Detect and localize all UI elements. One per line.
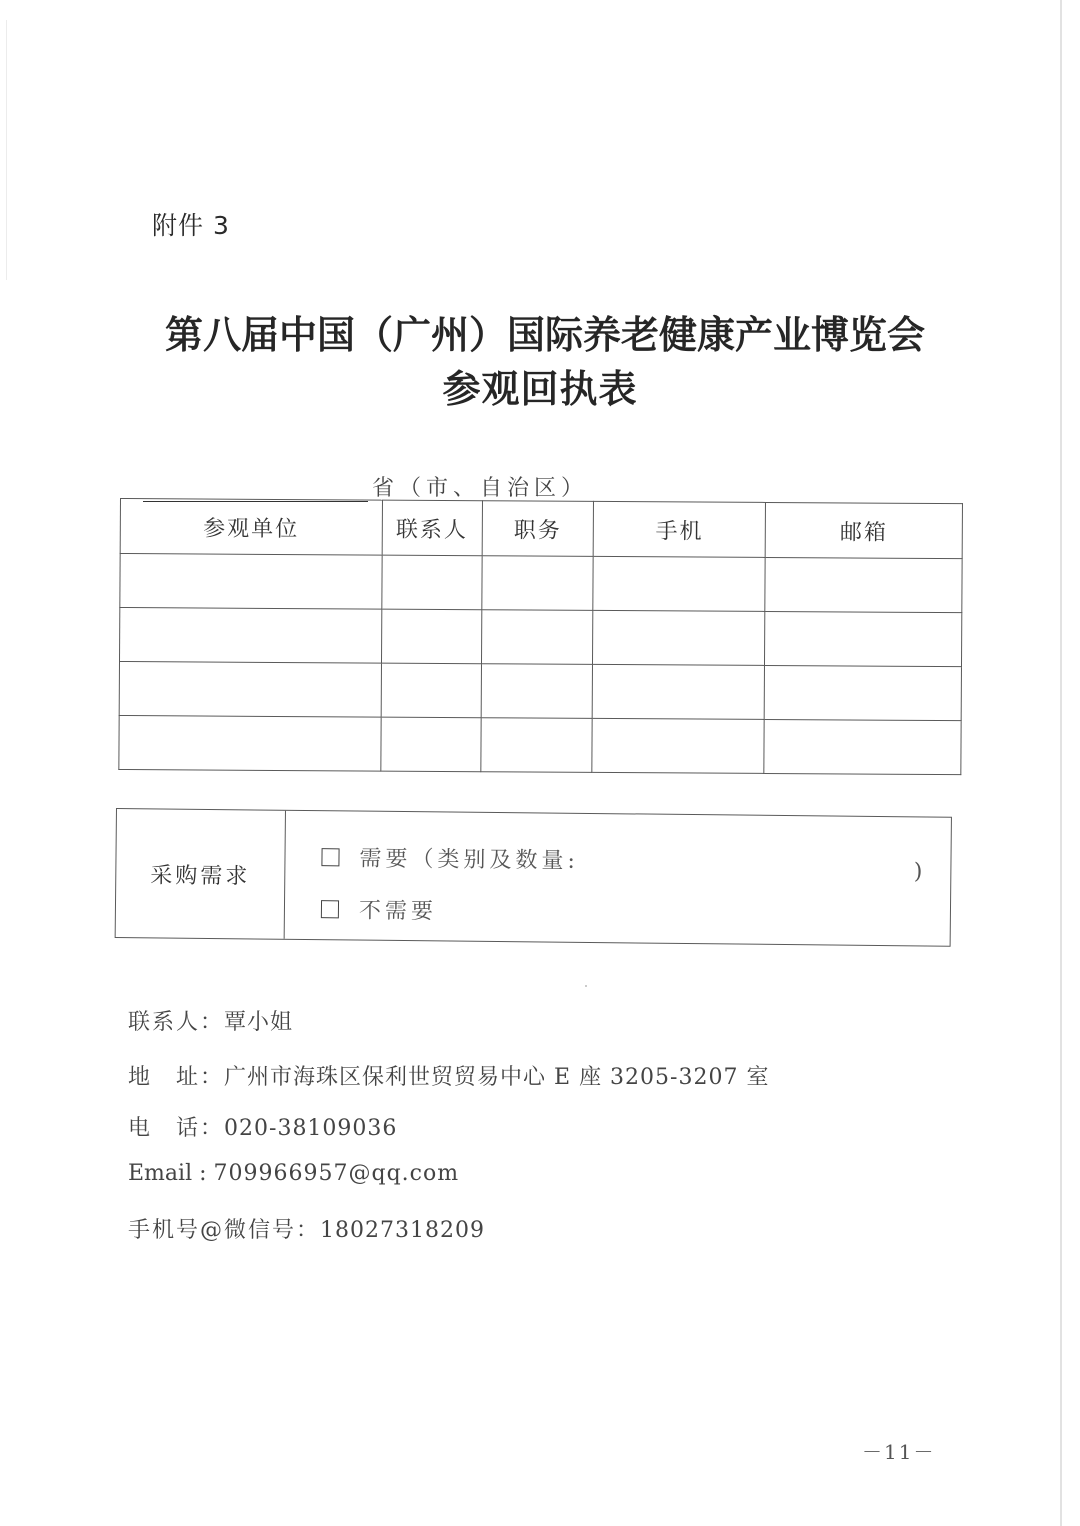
- table-row: [120, 608, 962, 667]
- scan-edge-right: [1060, 0, 1062, 1526]
- table-cell[interactable]: [764, 665, 961, 720]
- table-cell[interactable]: [120, 608, 382, 664]
- purchase-needs-label: 采购需求: [116, 809, 286, 939]
- visitor-table: [118, 498, 963, 775]
- table-cell[interactable]: [593, 664, 765, 719]
- contact-address-label: 地 址：: [128, 1065, 225, 1090]
- option-no-need-label: 不需要: [358, 898, 438, 925]
- page-number: －11－: [862, 1440, 936, 1464]
- attachment-label: 附件 3: [152, 211, 230, 240]
- table-row: [120, 554, 962, 613]
- table-cell[interactable]: [764, 719, 961, 774]
- table-cell[interactable]: [481, 556, 593, 611]
- table-cell[interactable]: [119, 662, 381, 718]
- header-visiting-unit: 参观单位: [120, 499, 382, 556]
- table-cell[interactable]: [481, 610, 593, 665]
- contact-email-label: Email :: [128, 1161, 214, 1186]
- purchase-options: [285, 811, 951, 946]
- table-cell[interactable]: [765, 557, 962, 612]
- contact-mobile-row: [128, 1213, 485, 1244]
- header-mobile: 手机: [594, 501, 766, 557]
- table-cell[interactable]: [593, 610, 765, 665]
- table-row: [119, 715, 961, 774]
- checkbox-no-need[interactable]: [321, 900, 339, 918]
- province-suffix: 省（市、自治区）: [372, 476, 589, 501]
- contact-phone-value: 020-38109036: [224, 1116, 398, 1141]
- option-no-need[interactable]: [321, 893, 437, 925]
- table-cell[interactable]: [381, 555, 481, 610]
- table-row: [119, 662, 961, 721]
- contact-email-value[interactable]: 709966957@qq.com: [213, 1161, 460, 1186]
- table-cell[interactable]: [381, 609, 481, 664]
- option-need-label: 需要（类别及数量:: [359, 846, 580, 874]
- contact-mobile-label: 手机号@微信号：: [128, 1218, 321, 1243]
- table-cell[interactable]: [592, 718, 764, 773]
- table-cell[interactable]: [593, 556, 765, 611]
- contact-address-value: 广州市海珠区保利世贸贸易中心 E 座 3205-3207 室: [224, 1065, 770, 1090]
- contact-phone-row: [128, 1111, 397, 1142]
- option-need-close-paren: ): [913, 859, 923, 885]
- document-title-line2: 参观回执表: [442, 366, 638, 411]
- contact-person-value: 覃小姐: [224, 1010, 294, 1035]
- table-header-row: [120, 499, 962, 559]
- table-cell[interactable]: [120, 554, 382, 610]
- contact-mobile-value: 18027318209: [320, 1218, 485, 1243]
- contact-person-label: 联系人：: [128, 1010, 225, 1035]
- scan-edge-left: [6, 20, 7, 280]
- table-cell[interactable]: [119, 715, 381, 771]
- contact-address-row: [128, 1060, 769, 1091]
- header-contact-person: 联系人: [382, 500, 482, 556]
- table-cell[interactable]: [765, 611, 962, 666]
- header-position: 职务: [482, 501, 594, 557]
- province-field: [143, 470, 588, 502]
- scan-speck: [585, 985, 587, 987]
- contact-phone-label: 电 话：: [128, 1116, 225, 1141]
- table-cell[interactable]: [480, 718, 592, 773]
- header-email: 邮箱: [765, 502, 962, 558]
- table-cell[interactable]: [381, 663, 481, 718]
- contact-person-row: [128, 1005, 293, 1036]
- contact-email-row: [128, 1161, 459, 1186]
- option-need[interactable]: [321, 841, 931, 878]
- document-title-line1: 第八届中国（广州）国际养老健康产业博览会: [164, 312, 925, 357]
- checkbox-need[interactable]: [321, 848, 339, 866]
- table-cell[interactable]: [481, 664, 593, 719]
- table-cell[interactable]: [380, 717, 480, 772]
- purchase-needs-box: [115, 808, 952, 947]
